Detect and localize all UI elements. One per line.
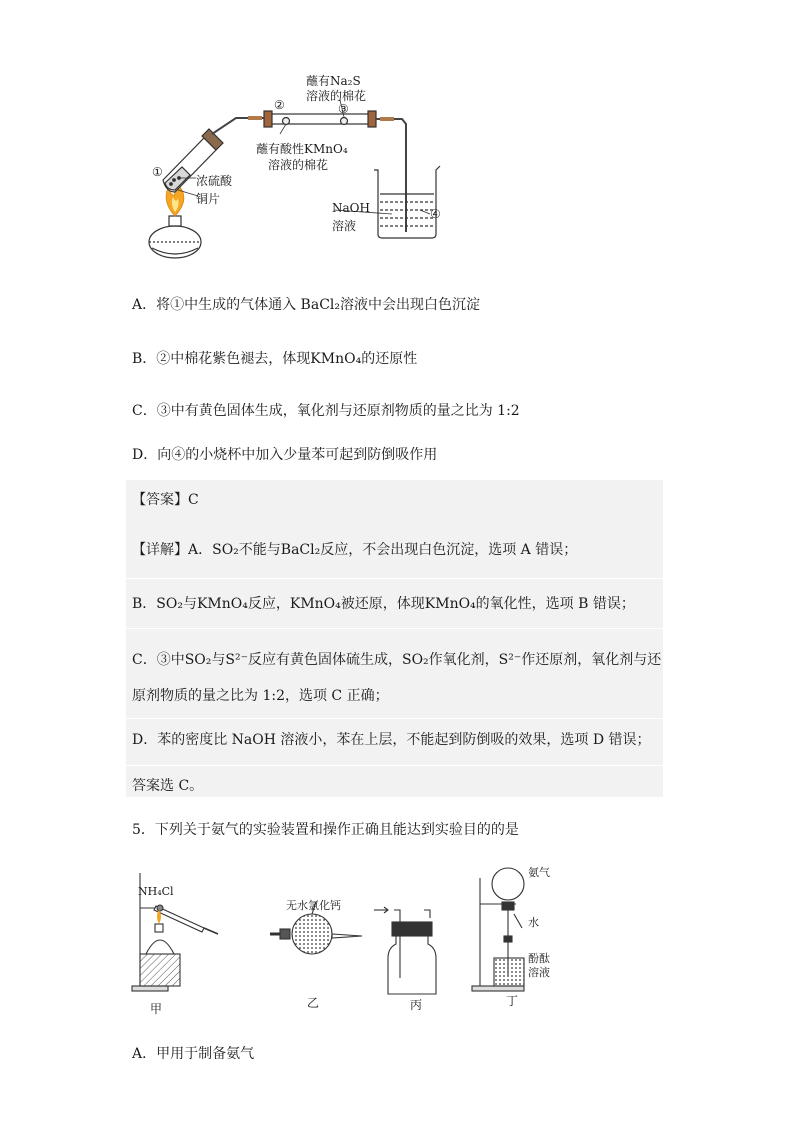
label-phenolphthalein-2: 溶液 — [528, 966, 550, 979]
label-na2s-cotton-1: 蘸有Na₂S — [306, 74, 361, 88]
label-water: 水 — [528, 916, 539, 929]
answer-divider — [126, 718, 663, 719]
answer-divider — [126, 578, 663, 579]
label-kmno4-cotton-1: 蘸有酸性KMnO₄ — [256, 142, 348, 156]
label-ding: 丁 — [506, 994, 519, 1008]
label-phenolphthalein-1: 酚酞 — [528, 952, 550, 965]
option-c: C．③中有黄色固体生成，氧化剂与还原剂物质的量之比为 1:2 — [132, 403, 520, 419]
apparatus-figure-2 — [130, 858, 570, 1018]
option-d: D．向④的小烧杯中加入少量苯可起到防倒吸作用 — [132, 447, 438, 463]
outlet-tube — [376, 119, 406, 232]
answer-divider — [126, 765, 663, 766]
label-copper: 铜片 — [196, 192, 221, 206]
label-ammonia: 氨气 — [528, 866, 550, 879]
question-5-stem: 5．下列关于氨气的实验装置和操作正确且能达到实验目的的是 — [132, 822, 519, 838]
label-kmno4-cotton-2: 溶液的棉花 — [268, 158, 329, 172]
label-na2s-cotton-2: 溶液的棉花 — [306, 89, 367, 103]
label-circle-1: ① — [152, 165, 163, 179]
delivery-tube — [212, 118, 268, 134]
answer-line: 【答案】C — [132, 492, 199, 508]
explanation-line: B．SO₂与KMnO₄反应，KMnO₄被还原，体现KMnO₄的氧化性，选项 B 错误； — [132, 596, 635, 612]
answer-divider — [126, 628, 663, 629]
alcohol-lamp — [149, 216, 201, 258]
label-naoh-1: NaOH — [332, 201, 370, 215]
question-5-option-a: A．甲用于制备氨气 — [132, 1046, 255, 1062]
label-jia: 甲 — [150, 1002, 163, 1016]
label-anhydrous-cacl2: 无水氯化钙 — [286, 899, 341, 912]
answer-panel — [126, 480, 663, 797]
explanation-line: C．③中SO₂与S²⁻反应有黄色固体硫生成，SO₂作氧化剂，S²⁻作还原剂，氧化剂与还 — [132, 652, 662, 668]
label-circle-4: ④ — [430, 207, 441, 221]
label-conc-h2so4: 浓硫酸 — [196, 174, 233, 188]
option-a: A．将①中生成的气体通入 BaCl₂溶液中会出现白色沉淀 — [132, 297, 480, 313]
label-circle-2: ② — [274, 98, 285, 112]
explanation-line: 答案选 C。 — [132, 778, 204, 794]
explanation-line: D．苯的密度比 NaOH 溶液小，苯在上层，不能起到防倒吸的效果，选项 D 错误； — [132, 732, 651, 748]
label-naoh-2: 溶液 — [332, 219, 357, 233]
horizontal-tube — [264, 111, 376, 127]
label-circle-3: ③ — [338, 102, 349, 116]
label-yi: 乙 — [307, 996, 320, 1010]
explanation-line: 【详解】A．SO₂不能与BaCl₂反应，不会出现白色沉淀，选项 A 错误； — [132, 542, 578, 558]
apparatus-ding — [472, 868, 524, 991]
apparatus-bing — [374, 907, 436, 994]
label-nh4cl: NH₄Cl — [138, 885, 174, 898]
explanation-line: 原剂物质的量之比为 1:2，选项 C 正确； — [132, 688, 389, 704]
label-bing: 丙 — [410, 998, 423, 1012]
apparatus-drawing-2 — [130, 858, 570, 1018]
option-b: B．②中棉花紫色褪去，体现KMnO₄的还原性 — [132, 351, 418, 367]
